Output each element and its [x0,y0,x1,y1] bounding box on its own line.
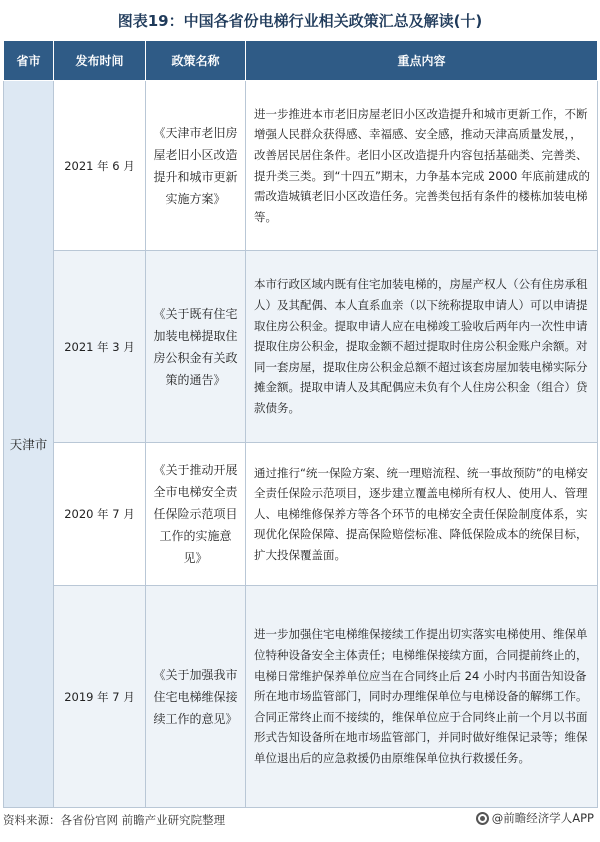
policy-table [3,40,598,808]
source-note: 资料来源：各省份官网 前瞻产业研究院整理 [3,813,226,827]
policy-name-cell: 《关于既有住宅加装电梯提取住房公积金有关政策的通告》 [146,251,246,443]
table-row [4,443,598,586]
table-row [4,586,598,808]
page-title: 图表19：中国各省份电梯行业相关政策汇总及解读(十) [117,12,483,30]
policy-name-cell: 《天津市老旧房屋老旧小区改造提升和城市更新实施方案》 [146,81,246,251]
brand-logo-icon [476,812,489,825]
header-policy-name: 政策名称 [146,41,246,81]
brand-text: @前瞻经济学人APP [491,811,594,825]
province-cell: 天津市 [4,81,54,808]
header-date: 发布时间 [54,41,146,81]
header-province: 省市 [4,41,54,81]
table-row [4,81,598,251]
content-cell: 进一步加强住宅电梯维保接续工作提出切实落实电梯使用、维保单位特种设备安全主体责任；电梯维保接续方面，合同提前终止的，电梯日常维护保养单位应当在合同终止后 24 小时内书面告知设备所在地市场监管部门，同时办理维保单位与电梯设备的解绑工作。合同正常终止而不接续的，维保单位应于合同终止前一个月以书面形式告知设备所在地市场监管部门，并同时做好维保记录等；维保单位退出后的应急救援仍由原维保单位执行救援任务。 [246,586,598,808]
content-cell: 本市行政区域内既有住宅加装电梯的，房屋产权人（公有住房承租人）及其配偶、本人直系血亲（以下统称提取申请人）可以申请提取住房公积金。提取申请人应在电梯竣工验收后两年内一次性申请提取住房公积金，提取金额不超过提取时住房公积金账户余额。对同一套房屋，提取住房公积金总额不超过该套房屋加装电梯实际分摊金额。提取申请人及其配偶应未负有个人住房公积金（组合）贷款债务。 [246,251,598,443]
header-key-content: 重点内容 [246,41,598,81]
policy-name-cell: 《关于加强我市住宅电梯维保接续工作的意见》 [146,586,246,808]
content-cell: 通过推行“统一保险方案、统一理赔流程、统一事故预防”的电梯安全责任保险示范项目，逐步建立覆盖电梯所有权人、使用人、管理人、电梯维修保养方等各个环节的电梯安全责任保险制度体系，实现优化保险保障、提高保险赔偿标准、降低保险成本的统保目标，扩大投保覆盖面。 [246,443,598,586]
table-row [4,251,598,443]
brand-credit [476,810,594,826]
date-cell: 2020 年 7 月 [54,443,146,586]
date-cell: 2021 年 6 月 [54,81,146,251]
content-cell: 进一步推进本市老旧房屋老旧小区改造提升和城市更新工作，不断增强人民群众获得感、幸福感、安全感，推动天津高质量发展，，改善居民居住条件。老旧小区改造提升内容包括基础类、完善类、提升类三类。到“十四五”期末，力争基本完成 2000 年底前建成的需改造城镇老旧小区改造任务。完善类包括有条件的楼栋加装电梯等。 [246,81,598,251]
date-cell: 2019 年 7 月 [54,586,146,808]
table-header-row [4,41,598,81]
policy-name-cell: 《关于推动开展全市电梯安全责任保险示范项目工作的实施意见》 [146,443,246,586]
date-cell: 2021 年 3 月 [54,251,146,443]
